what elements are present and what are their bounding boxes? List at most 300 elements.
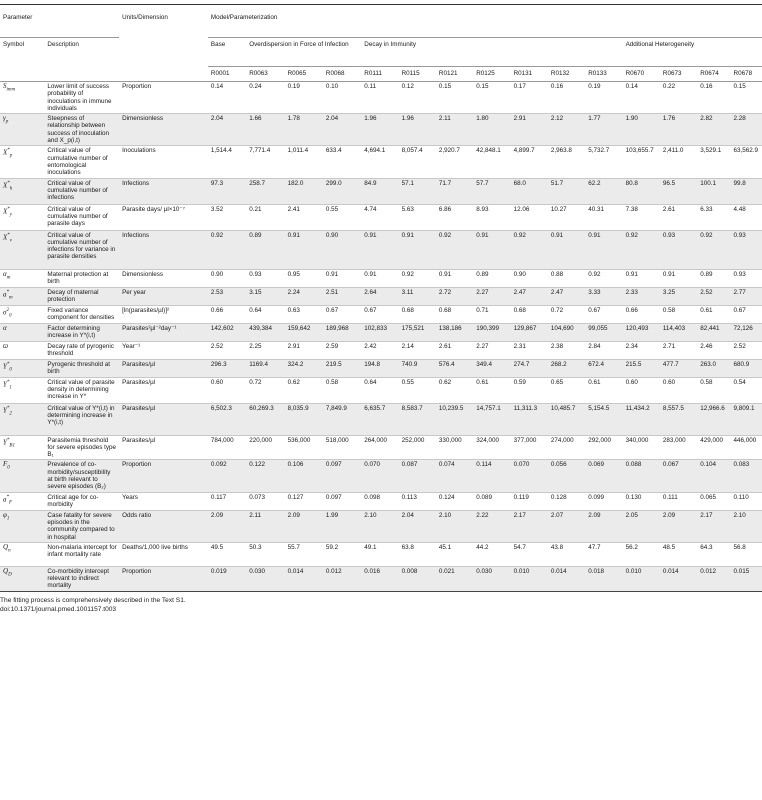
row-value: 129,867 bbox=[513, 324, 537, 332]
row-value: 0.097 bbox=[325, 493, 342, 501]
row-value: 2.25 bbox=[249, 342, 262, 350]
row-value: 68.0 bbox=[513, 179, 526, 187]
table-row bbox=[0, 269, 762, 287]
row-value: 8.93 bbox=[476, 205, 489, 213]
table-row bbox=[0, 359, 762, 377]
row-value: 0.17 bbox=[513, 83, 526, 90]
row-value: 0.104 bbox=[700, 461, 716, 469]
row-value: 96.5 bbox=[662, 179, 676, 187]
row-symbol: $a^*_F$ bbox=[3, 494, 13, 506]
row-value: 2.27 bbox=[476, 288, 489, 296]
row-value: 0.68 bbox=[438, 306, 452, 314]
row-description: Critical value of Y*(i,t) in determining increase in Y*(i,t) bbox=[47, 404, 115, 427]
row-value: 2.64 bbox=[364, 288, 377, 296]
row-value: 0.099 bbox=[588, 493, 604, 501]
row-value: 2.11 bbox=[249, 511, 262, 519]
row-value: 0.93 bbox=[249, 270, 262, 278]
row-value: 0.66 bbox=[210, 306, 224, 314]
row-value: 0.92 bbox=[625, 231, 638, 239]
row-value: 0.070 bbox=[364, 461, 381, 469]
row-units: Year⁻¹ bbox=[122, 342, 141, 350]
row-value: 0.124 bbox=[438, 493, 455, 501]
row-value: 4,899.7 bbox=[513, 147, 535, 155]
row-value: 0.16 bbox=[550, 83, 564, 90]
row-value: 190,399 bbox=[476, 324, 500, 332]
row-value: 3.11 bbox=[401, 288, 414, 296]
row-value: 680.9 bbox=[733, 360, 750, 368]
row-value: 0.92 bbox=[401, 270, 414, 278]
row-symbol: $\varphi_1$ bbox=[3, 510, 10, 522]
row-value: 0.014 bbox=[662, 567, 679, 575]
row-description: Critical value of cumulative number of parasite days bbox=[47, 205, 108, 228]
row-value: 8,557.5 bbox=[662, 404, 684, 412]
row-value: 2.61 bbox=[438, 342, 452, 350]
row-value: 0.60 bbox=[662, 378, 676, 386]
row-value: 2.09 bbox=[287, 511, 300, 519]
row-value: 0.90 bbox=[325, 231, 339, 239]
row-description: Case fatality for severe episodes in the community compared to in hospital bbox=[47, 511, 115, 541]
row-units: Years bbox=[122, 493, 138, 501]
row-value: 2.52 bbox=[700, 288, 713, 296]
row-value: 2,411.0 bbox=[662, 147, 684, 155]
row-value: 0.014 bbox=[550, 567, 567, 575]
row-value: 175,521 bbox=[401, 324, 425, 332]
row-value: 8,583.7 bbox=[401, 404, 423, 412]
row-value: 0.58 bbox=[700, 378, 713, 386]
row-symbol: $Q_n$ bbox=[3, 542, 11, 554]
row-value: 14,757.1 bbox=[476, 404, 501, 412]
row-value: 0.110 bbox=[733, 493, 749, 501]
row-value: 740.9 bbox=[401, 360, 418, 368]
row-value: 0.127 bbox=[287, 493, 304, 501]
row-value: 263.0 bbox=[700, 360, 716, 368]
row-value: 0.012 bbox=[325, 567, 342, 575]
row-value: 2.09 bbox=[588, 511, 601, 519]
row-value: 2.04 bbox=[210, 115, 224, 123]
table-row bbox=[0, 323, 762, 341]
row-description: Critical value of cumulative number of infections bbox=[47, 179, 108, 202]
row-symbol: $\sigma^2_0$ bbox=[3, 307, 12, 319]
row-value: 0.72 bbox=[249, 378, 262, 386]
row-value: 5.63 bbox=[401, 205, 414, 213]
row-value: 576.4 bbox=[438, 360, 455, 368]
row-value: 3.52 bbox=[210, 205, 224, 213]
row-value: 299.0 bbox=[325, 179, 342, 187]
parameter-table bbox=[0, 7, 762, 592]
row-value: 0.92 bbox=[513, 231, 526, 239]
row-value: 7.38 bbox=[625, 205, 638, 213]
row-value: 5,154.5 bbox=[588, 404, 610, 412]
model-id-header: R0125 bbox=[473, 67, 510, 82]
row-value: 215.5 bbox=[625, 360, 642, 368]
row-value: 63.8 bbox=[401, 543, 414, 551]
row-value: 8,057.4 bbox=[401, 147, 423, 155]
row-value: 0.16 bbox=[700, 83, 713, 90]
row-value: 0.113 bbox=[401, 493, 417, 501]
row-value: 2.52 bbox=[210, 342, 224, 350]
row-value: 2.10 bbox=[364, 511, 377, 519]
row-value: 0.14 bbox=[625, 83, 638, 90]
row-value: 49.5 bbox=[210, 543, 224, 551]
row-value: 0.083 bbox=[733, 461, 750, 469]
row-value: 1.66 bbox=[249, 115, 262, 123]
row-value: 7,771.4 bbox=[249, 147, 271, 155]
row-value: 2.41 bbox=[287, 205, 300, 213]
row-value: 4.48 bbox=[733, 205, 746, 213]
row-value: 330,000 bbox=[438, 436, 462, 444]
row-value: 0.010 bbox=[625, 567, 642, 575]
row-value: 2.42 bbox=[364, 342, 377, 350]
row-value: 0.019 bbox=[210, 567, 227, 575]
row-value: 340,000 bbox=[625, 436, 649, 444]
row-value: 0.111 bbox=[662, 493, 678, 501]
row-value: 2.17 bbox=[700, 511, 713, 519]
row-value: 114,403 bbox=[662, 324, 686, 332]
row-value: 56.2 bbox=[625, 543, 638, 551]
row-value: 56.8 bbox=[733, 543, 746, 551]
row-value: 182.0 bbox=[287, 179, 304, 187]
row-value: 7,849.9 bbox=[325, 404, 347, 412]
row-symbol: $X^*_p$ bbox=[3, 148, 13, 160]
model-id-header: R0678 bbox=[731, 67, 762, 82]
table-row bbox=[0, 146, 762, 178]
model-id-header: R0674 bbox=[697, 67, 730, 82]
row-value: 0.91 bbox=[401, 231, 414, 239]
row-value: 2.04 bbox=[325, 115, 339, 123]
row-value: 0.130 bbox=[625, 493, 642, 501]
row-value: 2.46 bbox=[700, 342, 713, 350]
row-value: 10,239.5 bbox=[438, 404, 464, 412]
row-value: 2.17 bbox=[513, 511, 526, 519]
row-value: 99.8 bbox=[733, 179, 746, 187]
row-units: Per year bbox=[122, 288, 146, 296]
table-doi: doi:10.1371/journal.pmed.1001157.t003 bbox=[0, 606, 117, 613]
row-value: 2.91 bbox=[513, 115, 526, 123]
row-symbol: $X^*_h$ bbox=[3, 180, 13, 192]
row-symbol: α bbox=[3, 323, 7, 332]
row-value: 0.62 bbox=[438, 378, 452, 386]
row-description: Non-malaria intercept for infant mortality rate bbox=[47, 543, 117, 559]
row-value: 194.8 bbox=[364, 360, 381, 368]
row-units: Inoculations bbox=[122, 147, 156, 155]
row-value: 2.14 bbox=[401, 342, 414, 350]
row-value: 6.86 bbox=[438, 205, 452, 213]
row-value: 8,035.9 bbox=[287, 404, 309, 412]
row-value: 2.31 bbox=[513, 342, 526, 350]
row-value: 1,514.4 bbox=[210, 147, 232, 155]
row-value: 49.1 bbox=[364, 543, 377, 551]
row-symbol: $Y^*_{B1}$ bbox=[3, 437, 15, 449]
row-value: 0.074 bbox=[438, 461, 455, 469]
row-value: 536,000 bbox=[287, 436, 311, 444]
row-value: 1.77 bbox=[588, 115, 601, 123]
row-value: 57.1 bbox=[401, 179, 414, 187]
row-symbol: $Y^*_1$ bbox=[3, 379, 12, 391]
row-value: 189,968 bbox=[325, 324, 349, 332]
row-value: 219.5 bbox=[325, 360, 342, 368]
row-description: Factor determining increase in Y*(i,t) bbox=[47, 324, 100, 339]
row-symbol: $\gamma_p$ bbox=[3, 114, 9, 125]
row-value: 0.088 bbox=[625, 461, 642, 469]
row-value: 59.2 bbox=[325, 543, 339, 551]
row-value: 0.91 bbox=[625, 270, 638, 278]
row-units: Proportion bbox=[122, 83, 152, 90]
table-footnote: The fitting process is comprehensively described in the Text S1. bbox=[0, 597, 186, 604]
row-value: 2.10 bbox=[733, 511, 746, 519]
row-value: 1.90 bbox=[625, 115, 638, 123]
row-value: 477.7 bbox=[662, 360, 679, 368]
row-value: 138,186 bbox=[438, 324, 462, 332]
row-value: 0.61 bbox=[476, 378, 489, 386]
row-value: 0.018 bbox=[588, 567, 604, 575]
row-value: 292,000 bbox=[588, 436, 611, 444]
row-value: 0.67 bbox=[325, 306, 339, 314]
table-row bbox=[0, 82, 762, 114]
row-value: 0.92 bbox=[210, 231, 224, 239]
row-value: 99,055 bbox=[588, 324, 608, 332]
row-value: 220,000 bbox=[249, 436, 272, 444]
row-value: 104,690 bbox=[550, 324, 574, 332]
row-units: Parasites/µl bbox=[122, 360, 156, 368]
model-id-header: R0068 bbox=[323, 67, 361, 82]
row-value: 0.63 bbox=[287, 306, 300, 314]
row-value: 0.90 bbox=[513, 270, 526, 278]
row-value: 0.55 bbox=[401, 378, 414, 386]
row-value: 54.7 bbox=[513, 543, 526, 551]
row-description: Maternal protection at birth bbox=[47, 270, 109, 285]
row-symbol: $a^*_m$ bbox=[3, 289, 13, 301]
model-id-header: R0673 bbox=[660, 67, 697, 82]
row-value: 2.09 bbox=[662, 511, 676, 519]
row-value: 1.76 bbox=[662, 115, 676, 123]
row-value: 0.68 bbox=[513, 306, 526, 314]
row-value: 10,485.7 bbox=[550, 404, 576, 412]
row-value: 0.122 bbox=[249, 461, 265, 469]
row-value: 672.4 bbox=[588, 360, 604, 368]
row-value: 0.097 bbox=[325, 461, 342, 469]
row-value: 2.38 bbox=[550, 342, 564, 350]
row-units: Parasites/µl bbox=[122, 436, 156, 444]
row-value: 0.95 bbox=[287, 270, 300, 278]
row-value: 0.19 bbox=[588, 83, 601, 90]
row-value: 0.016 bbox=[364, 567, 381, 575]
row-value: 0.58 bbox=[662, 306, 676, 314]
row-value: 0.021 bbox=[438, 567, 455, 575]
row-value: 12.06 bbox=[513, 205, 530, 213]
row-value: 0.89 bbox=[476, 270, 489, 278]
row-value: 0.67 bbox=[588, 306, 601, 314]
row-units: Proportion bbox=[122, 567, 152, 575]
row-value: 48.5 bbox=[662, 543, 676, 551]
row-value: 1.96 bbox=[401, 115, 414, 123]
row-value: 0.72 bbox=[550, 306, 564, 314]
row-symbol: $S_{imm}$ bbox=[3, 82, 16, 93]
row-value: 0.92 bbox=[588, 270, 601, 278]
row-value: 258.7 bbox=[249, 179, 265, 187]
row-description: Critical value of cumulative number of infections for variance in parasite densities bbox=[47, 231, 116, 261]
row-symbol: $X^*_\nu$ bbox=[3, 232, 13, 244]
row-value: 264,000 bbox=[364, 436, 388, 444]
table-row bbox=[0, 114, 762, 146]
model-id-header: R0131 bbox=[511, 67, 548, 82]
row-value: 2.59 bbox=[325, 342, 339, 350]
row-value: 6.33 bbox=[700, 205, 713, 213]
model-id-header: R0121 bbox=[436, 67, 473, 82]
row-description: Decay rate of pyrogenic threshold bbox=[47, 342, 114, 357]
row-value: 2.47 bbox=[550, 288, 564, 296]
row-value: 142,602 bbox=[210, 324, 234, 332]
row-value: 0.90 bbox=[210, 270, 224, 278]
row-units: Dimensionless bbox=[122, 115, 164, 123]
row-value: 2.61 bbox=[662, 205, 676, 213]
row-value: 2.34 bbox=[625, 342, 638, 350]
table-row bbox=[0, 204, 762, 230]
row-value: 2,963.8 bbox=[550, 147, 572, 155]
row-value: 0.89 bbox=[700, 270, 713, 278]
row-units: Dimensionless bbox=[122, 270, 164, 278]
model-id-header: R0133 bbox=[585, 67, 622, 82]
row-symbol: $Y^*_0$ bbox=[3, 361, 12, 373]
row-value: 784,000 bbox=[210, 436, 234, 444]
row-value: 0.93 bbox=[662, 231, 676, 239]
row-value: 1,011.4 bbox=[287, 147, 309, 155]
row-value: 0.069 bbox=[588, 461, 604, 469]
table-row bbox=[0, 492, 762, 510]
row-description: Prevalence of co-morbidity/susceptibility at birth relevant to severe episodes (B₂) bbox=[47, 461, 111, 491]
header-model: Model/Parameterization bbox=[208, 7, 762, 38]
row-units: Deaths/1,000 live births bbox=[122, 543, 188, 551]
row-value: 2.05 bbox=[625, 511, 638, 519]
header-description: Description bbox=[47, 41, 79, 48]
model-id-header: R0063 bbox=[246, 67, 284, 82]
row-value: 40.31 bbox=[588, 205, 604, 213]
row-value: 0.67 bbox=[364, 306, 377, 314]
row-value: 0.91 bbox=[364, 231, 377, 239]
row-description: Steepness of relationship between success of inoculation and X_p(i,t) bbox=[47, 115, 110, 145]
table-row bbox=[0, 287, 762, 305]
row-value: 0.12 bbox=[401, 83, 414, 90]
row-units: Odds ratio bbox=[122, 511, 152, 519]
row-value: 0.11 bbox=[364, 83, 377, 90]
row-value: 268.2 bbox=[550, 360, 567, 368]
row-value: 2.47 bbox=[513, 288, 526, 296]
row-value: 0.15 bbox=[476, 83, 489, 90]
row-units: Parasites/µl bbox=[122, 378, 156, 386]
row-value: 377,000 bbox=[513, 436, 537, 444]
row-value: 44.2 bbox=[476, 543, 489, 551]
row-value: 6,635.7 bbox=[364, 404, 386, 412]
row-value: 1.78 bbox=[287, 115, 300, 123]
row-value: 10.27 bbox=[550, 205, 567, 213]
row-value: 0.93 bbox=[733, 231, 746, 239]
row-value: 2.09 bbox=[210, 511, 224, 519]
group-decay: Decay in Immunity bbox=[361, 38, 622, 67]
row-value: 82,441 bbox=[700, 324, 720, 332]
row-units: Parasites/µl bbox=[122, 404, 156, 412]
row-value: 0.91 bbox=[476, 231, 489, 239]
row-value: 120,493 bbox=[625, 324, 649, 332]
row-value: 63,562.9 bbox=[733, 147, 759, 155]
row-units: Proportion bbox=[122, 461, 152, 469]
group-base: Base bbox=[208, 38, 246, 67]
row-value: 3.15 bbox=[249, 288, 262, 296]
row-value: 72,126 bbox=[733, 324, 753, 332]
row-value: 0.64 bbox=[249, 306, 262, 314]
row-symbol: $X^*_y$ bbox=[3, 206, 13, 218]
row-value: 2.07 bbox=[550, 511, 564, 519]
row-symbol: $Q_D$ bbox=[3, 566, 12, 578]
row-value: 0.67 bbox=[733, 306, 746, 314]
row-value: 274,000 bbox=[550, 436, 574, 444]
row-value: 274.7 bbox=[513, 360, 530, 368]
row-value: 0.54 bbox=[733, 378, 746, 386]
table-row bbox=[0, 230, 762, 269]
row-value: 0.008 bbox=[401, 567, 418, 575]
row-value: 2.11 bbox=[438, 115, 451, 123]
row-symbol: ϖ bbox=[3, 341, 8, 350]
row-value: 2.24 bbox=[287, 288, 300, 296]
row-value: 0.91 bbox=[662, 270, 676, 278]
row-value: 2.71 bbox=[662, 342, 676, 350]
row-value: 5,732.7 bbox=[588, 147, 610, 155]
row-value: 9,809.1 bbox=[733, 404, 755, 412]
row-value: 0.19 bbox=[287, 83, 300, 90]
row-value: 0.065 bbox=[700, 493, 716, 501]
row-value: 349.4 bbox=[476, 360, 493, 368]
row-value: 2.04 bbox=[401, 511, 414, 519]
row-value: 296.3 bbox=[210, 360, 227, 368]
row-value: 429,000 bbox=[700, 436, 723, 444]
row-value: 159,642 bbox=[287, 324, 311, 332]
row-value: 0.91 bbox=[588, 231, 601, 239]
row-value: 11,434.2 bbox=[625, 404, 650, 412]
row-value: 0.014 bbox=[287, 567, 304, 575]
row-value: 0.012 bbox=[700, 567, 716, 575]
row-value: 0.60 bbox=[210, 378, 224, 386]
row-value: 0.91 bbox=[325, 270, 339, 278]
row-value: 3.25 bbox=[662, 288, 676, 296]
row-value: 0.087 bbox=[401, 461, 418, 469]
model-id-header: R0115 bbox=[399, 67, 436, 82]
row-value: 0.88 bbox=[550, 270, 564, 278]
row-value: 1.96 bbox=[364, 115, 377, 123]
table-top-rule bbox=[0, 4, 762, 5]
row-value: 2.33 bbox=[625, 288, 638, 296]
row-value: 0.14 bbox=[210, 83, 224, 90]
row-value: 0.68 bbox=[401, 306, 414, 314]
row-value: 0.089 bbox=[476, 493, 493, 501]
row-value: 1.99 bbox=[325, 511, 339, 519]
row-value: 103,655.7 bbox=[625, 147, 654, 155]
row-value: 0.92 bbox=[700, 231, 713, 239]
row-symbol: $F_0$ bbox=[3, 460, 10, 471]
row-value: 0.114 bbox=[476, 461, 492, 469]
row-value: 2.51 bbox=[325, 288, 339, 296]
row-value: 0.010 bbox=[513, 567, 530, 575]
row-value: 2.27 bbox=[476, 342, 489, 350]
row-units: Infections bbox=[122, 179, 150, 187]
row-value: 42,848.1 bbox=[476, 147, 501, 155]
row-value: 0.10 bbox=[325, 83, 339, 90]
row-value: 0.66 bbox=[625, 306, 638, 314]
header-units: Units/Dimension bbox=[122, 14, 168, 21]
row-value: 2.12 bbox=[550, 115, 564, 123]
row-value: 324,000 bbox=[476, 436, 500, 444]
row-value: 50.3 bbox=[249, 543, 262, 551]
row-value: 0.21 bbox=[249, 205, 262, 213]
table-row bbox=[0, 566, 762, 591]
row-description: Parasitemia threshold for severe episodes type B₁ bbox=[47, 436, 117, 459]
